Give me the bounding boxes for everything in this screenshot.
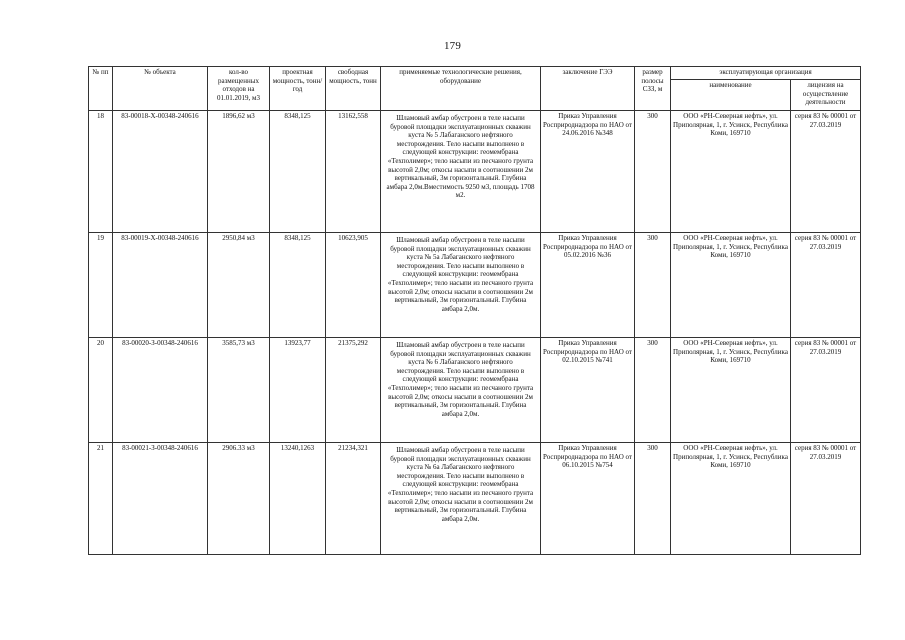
header-row: [89, 67, 861, 80]
cell-org-name: ООО «РН-Северная нефть», ул. Приполярная, 1, г. Усинск, Республика Коми, 169710: [671, 233, 791, 338]
cell-org-name: ООО «РН-Северная нефть», ул. Приполярная, 1, г. Усинск, Республика Коми, 169710: [671, 443, 791, 555]
cell-num: 18: [89, 111, 113, 233]
header-org-license: лицензия на осуществление деятельности: [791, 80, 861, 111]
cell-szz: 300: [635, 233, 671, 338]
cell-free-capacity: 21375,292: [326, 338, 381, 443]
waste-facility-registry-table: [88, 66, 861, 555]
header-object: № объекта: [113, 67, 208, 111]
cell-tech: Шламовый амбар обустроен в теле насыпи буровой площадки эксплуатационных скважин куста № 5а Лабаганского нефтяного месторождения. Тело насыпи выполнено в следующей конструкции: геомембрана «Техполимер»; тело насыпи из песчаного грунта высотой 2,0м; откосы насыпи в соотношении 2м вертикальный, 3м горизонтальный. Глубина амбара 2,0м.: [381, 233, 541, 338]
cell-free-capacity: 10623,905: [326, 233, 381, 338]
cell-org-license: серия 83 № 00001 от 27.03.2019: [791, 233, 861, 338]
cell-org-name: ООО «РН-Северная нефть», ул. Приполярная, 1, г. Усинск, Республика Коми, 169710: [671, 338, 791, 443]
cell-szz: 300: [635, 111, 671, 233]
table-row: [89, 233, 861, 338]
cell-tech: Шламовый амбар обустроен в теле насыпи буровой площадки эксплуатационных скважин куста № 5 Лабаганского нефтяного месторождения. Тело насыпи выполнено в следующей конструкции: геомембрана «Техполимер»; тело насыпи из песчаного грунта высотой 2,0м; откосы насыпи в соотношении 2м вертикальный, 3м горизонтальный. Глубина амбара 2,0м.Вместимость 9250 м3, площадь 1708 м2.: [381, 111, 541, 233]
cell-object: 83-00018-Х-00348-240616: [113, 111, 208, 233]
table-row: [89, 338, 861, 443]
cell-org-license: серия 83 № 00001 от 27.03.2019: [791, 111, 861, 233]
header-szz: размер полосы СЗЗ, м: [635, 67, 671, 111]
cell-free-capacity: 13162,558: [326, 111, 381, 233]
page-number: 179: [443, 40, 462, 52]
cell-num: 20: [89, 338, 113, 443]
cell-capacity: 8348,125: [270, 233, 326, 338]
header-waste-qty: кол-во размещенных отходов на 01.01.2019, м3: [208, 67, 270, 111]
cell-object: 83-00019-Х-00348-240616: [113, 233, 208, 338]
cell-gee: Приказ Управления Росприроднадзора по НАО от 24.06.2016 №348: [541, 111, 635, 233]
header-capacity: проектная мощность, тонн/год: [270, 67, 326, 111]
cell-waste-qty: 2950,84 м3: [208, 233, 270, 338]
cell-num: 21: [89, 443, 113, 555]
cell-gee: Приказ Управления Росприроднадзора по НАО от 02.10.2015 №741: [541, 338, 635, 443]
cell-object: 83-00021-З-00348-240616: [113, 443, 208, 555]
cell-org-name: ООО «РН-Северная нефть», ул. Приполярная, 1, г. Усинск, Республика Коми, 169710: [671, 111, 791, 233]
header-free-capacity: свободная мощность, тонн: [326, 67, 381, 111]
header-org-name: наименование: [671, 80, 791, 111]
cell-gee: Приказ Управления Росприроднадзора по НАО от 05.02.2016 №36: [541, 233, 635, 338]
cell-object: 83-00020-З-00348-240616: [113, 338, 208, 443]
header-tech: применяемые технологические решения, оборудование: [381, 67, 541, 111]
cell-waste-qty: 2906.33 м3: [208, 443, 270, 555]
cell-capacity: 13923,77: [270, 338, 326, 443]
cell-org-license: серия 83 № 00001 от 27.03.2019: [791, 443, 861, 555]
table-row: [89, 443, 861, 555]
cell-num: 19: [89, 233, 113, 338]
header-num: № пп: [89, 67, 113, 111]
cell-waste-qty: 3585,73 м3: [208, 338, 270, 443]
cell-gee: Приказ Управления Росприроднадзора по НАО от 06.10.2015 №754: [541, 443, 635, 555]
cell-waste-qty: 1896,62 м3: [208, 111, 270, 233]
cell-free-capacity: 21234,321: [326, 443, 381, 555]
cell-tech: Шламовый амбар обустроен в теле насыпи буровой площадки эксплуатационных скважин куста № 6 Лабаганского нефтяного месторождения. Тело насыпи выполнено в следующей конструкции: геомембрана «Техполимер»; тело насыпи из песчаного грунта высотой 2,0м; откосы насыпи в соотношении 2м вертикальный, 3м горизонтальный. Глубина амбара 2,0м.: [381, 338, 541, 443]
table-row: [89, 111, 861, 233]
cell-org-license: серия 83 № 00001 от 27.03.2019: [791, 338, 861, 443]
cell-szz: 300: [635, 338, 671, 443]
cell-capacity: 13240,1263: [270, 443, 326, 555]
cell-szz: 300: [635, 443, 671, 555]
header-gee: заключение ГЭЭ: [541, 67, 635, 111]
cell-capacity: 8348,125: [270, 111, 326, 233]
header-org: эксплуатирующая организация: [671, 67, 861, 80]
cell-tech: Шламовый амбар обустроен в теле насыпи буровой площадки эксплуатационных скважин куста № 6а Лабаганского нефтяного месторождения. Тело насыпи выполнено в следующей конструкции: геомембрана «Техполимер»; тело насыпи из песчаного грунта высотой 2,0м; откосы насыпи в соотношении 2м вертикальный, 3м горизонтальный. Глубина амбара 2,0м.: [381, 443, 541, 555]
